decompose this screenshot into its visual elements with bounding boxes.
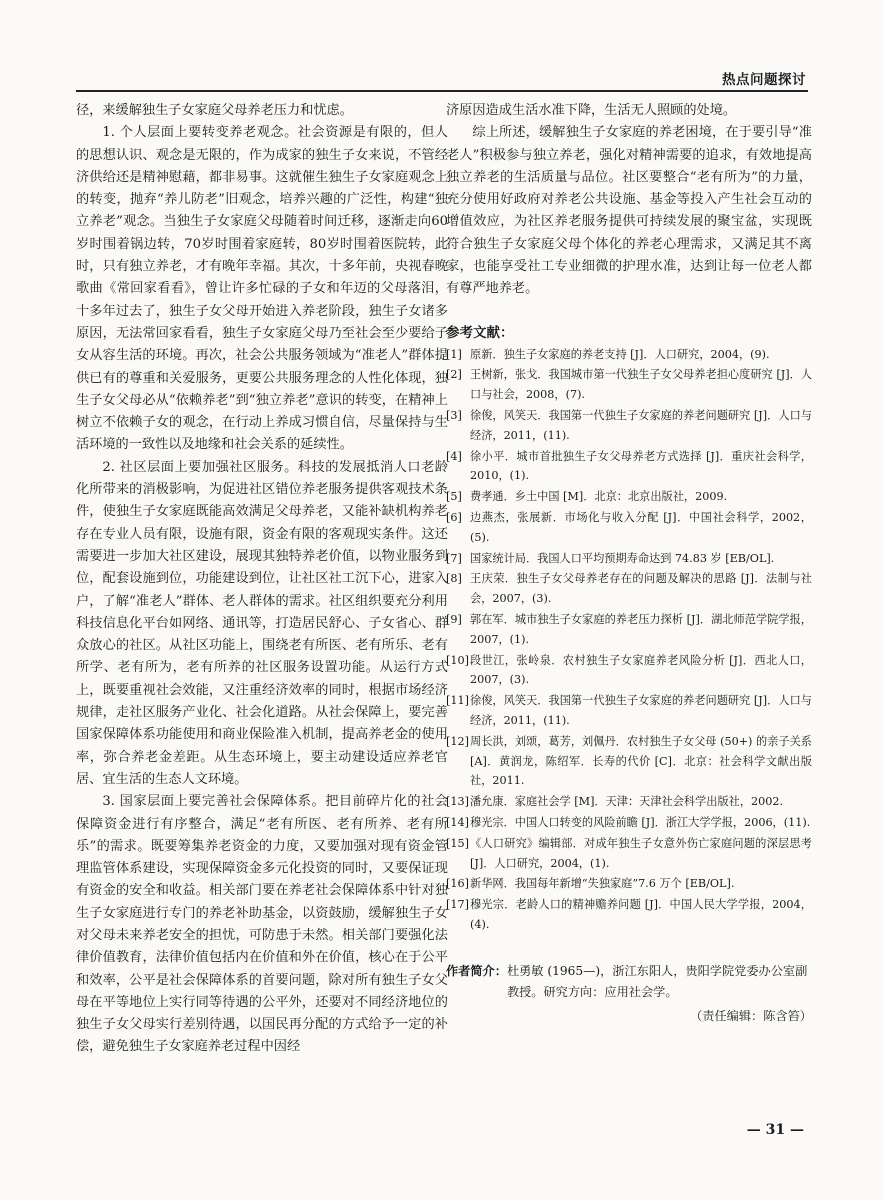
reference-text: 边燕杰，张展新．市场化与收入分配 [J]．中国社会科学，2002，(5). xyxy=(470,511,812,544)
reference-number: [9] xyxy=(446,613,462,627)
author-bio-label: 作者简介： xyxy=(446,963,507,978)
reference-number: [4] xyxy=(446,449,462,463)
reference-item xyxy=(446,406,812,446)
reference-item xyxy=(446,834,812,874)
responsible-editor: （责任编辑：陈含笞） xyxy=(690,1008,812,1023)
reference-text: 周长洪，刘颂，葛芳，刘佩丹．农村独生子女父母 (50+) 的亲子关系 [A]．黄润龙，陈绍军．长寿的代价 [C]．北京：社会科学文献出版社，2011. xyxy=(470,734,812,788)
reference-number: [13] xyxy=(446,795,469,809)
reference-text: 徐小平．城市首批独生子女父母养老方式选择 [J]．重庆社会科学，2010，(1). xyxy=(470,449,812,483)
left-column xyxy=(76,100,448,1059)
reference-text: 新华网．我国每年新增“失独家庭”7.6 万个 [EB/OL]. xyxy=(470,877,735,891)
page-number: — 31 — xyxy=(746,1122,804,1138)
reference-text: 《人口研究》编辑部．对成年独生子女意外伤亡家庭问题的深层思考 [J]．人口研究，2004，(1). xyxy=(470,836,812,870)
reference-text: 王树新，张戈．我国城市第一代独生子女父母养老担心度研究 [J]．人口与社会，2008，(7). xyxy=(470,368,812,402)
reference-number: [17] xyxy=(446,898,469,912)
reference-number: [10] xyxy=(446,653,469,667)
reference-text: 郭在军．城市独生子女家庭的养老压力探析 [J]．湖北师范学院学报，2007，(1). xyxy=(470,613,812,646)
reference-number: [8] xyxy=(446,572,462,586)
body-paragraph: 济原因造成生活水准下降，生活无人照顾的处境。 xyxy=(446,103,737,118)
reference-item xyxy=(446,569,812,609)
right-column xyxy=(446,100,812,1024)
body-paragraph: 综上所述，缓解独生子女家庭的养老困境，在于要引导“准老人”积极参与独立养老，强化对精神需要的追求，有效地提高独立养老的生活质量与品位。社区要整合“老有所为”的力量，充分使用好政府对养老公共设施、基金等投入产生社会互动的增值效应，为社区养老服务提供可持续发展的聚宝盆，实现既符合独生子女家庭父母个体化的养老心理需求，又满足其不离家，也能享受社工专业细微的护理水准，达到让每一位老人都有尊严地养老。 xyxy=(446,125,812,297)
reference-item xyxy=(446,895,812,935)
body-paragraph: 3. 国家层面上要完善社会保障体系。把目前碎片化的社会保障资金进行有序整合，满足“老有所医、老有所养、老有所乐”的需求。既要筹集养老资金的力度，又要加强对现有资金管理监管体系建设，实现保障资金多元化投资的同时，又要保证现有资金的安全和收益。相关部门要在养老社会保障体系中针对独生子女家庭进行专门的养老补助基金，以资鼓励，缓解独生子女对父母未来养老安全的担忧，可防患于未然。相关部门要强化法律价值教育，法律价值包括内在价值和外在价值，核心在于公平和效率，公平是社会保障体系的首要问题，除对所有独生子女父母在平等地位上实行同等待遇的公平外，还要对不同经济地位的独生子女父母实行差别待遇，以国民再分配的方式给予一定的补偿，避免独生子女家庭养老过程中因经 xyxy=(76,794,448,1055)
reference-text: 王庆荣．独生子女父母养老存在的问题及解决的思路 [J]．法制与社会，2007，(3). xyxy=(470,572,812,606)
reference-item xyxy=(446,792,812,812)
reference-text: 原新．独生子女家庭的养老支持 [J]．人口研究，2004，(9). xyxy=(470,347,770,361)
reference-text: 潘允康．家庭社会学 [M]．天津：天津社会科学出版社，2002. xyxy=(470,795,784,809)
reference-number: [15] xyxy=(446,836,469,850)
reference-text: 费孝通．乡土中国 [M]．北京：北京出版社，2009. xyxy=(470,490,728,504)
reference-number: [16] xyxy=(446,877,469,891)
reference-item xyxy=(446,447,812,487)
reference-item xyxy=(446,610,812,650)
body-paragraph: 径，来缓解独生子女家庭父母养老压力和忧虑。 xyxy=(76,103,353,118)
references-heading: 参考文献： xyxy=(446,324,514,341)
reference-number: [1] xyxy=(446,347,462,361)
references-list xyxy=(446,345,812,935)
reference-item xyxy=(446,365,812,405)
reference-text: 国家统计局．我国人口平均预期寿命达到 74.83 岁 [EB/OL]. xyxy=(470,551,775,565)
reference-number: [14] xyxy=(446,816,469,829)
body-paragraph: 2. 社区层面上要加强社区服务。科技的发展抵消人口老龄化所带来的消极影响，为促进社区错位养老服务提供客观技术条件，使独生子女家庭既能高效满足父母养老，又能补缺机构养老存在专业人员有限，设施有限，资金有限的客观现实条件。这还需要进一步加大社区建设，展现其独特养老价值，以物业服务到位，配套设施到位，功能建设到位，让社区社工沉下心，进家入户，了解“准老人”群体、老人群体的需求。社区组织要充分利用科技信息化平台如网络、通讯等，打造居民舒心、子女省心、群众放心的社区。从社区功能上，围绕老有所医、老有所乐、老有所学、老有所为，老有所养的社区服务设置功能。从运行方式上，既要重视社会效能，又注重经济效率的同时，根据市场经济规律，走社区服务产业化、社会化道路。从社会保障上，要完善国家保障体系功能使用和商业保险准入机制，提高养老金的使用率，弥合养老金差距。从生态环境上，要主动建设适应养老官居、宜生活的生态人文环境。 xyxy=(76,459,448,787)
reference-item xyxy=(446,732,812,791)
reference-item xyxy=(446,691,812,731)
reference-text: 段世江，张岭泉．农村独生子女家庭养老风险分析 [J]．西北人口，2007，(3). xyxy=(470,653,812,687)
reference-item xyxy=(446,487,812,507)
reference-number: [6] xyxy=(446,511,462,525)
body-paragraph: 1. 个人层面上要转变养老观念。社会资源是有限的，但人的思想认识、观念是无限的，作为成家的独生子女来说，不管经济供给还是精神慰藉，都非易事。这就催生独生子女家庭观念上的转变，抛弃“养儿防老”旧观念，培养兴趣的广泛性，构建“独立养老”观念。当独生子女家庭父母随着时间迁移，逐渐走向60岁时围着锅边转，70岁时围着家庭转，80岁时围着医院转，此时，只有独立养老，才有晚年幸福。其次，十多年前，央视春晚歌曲《常回家看看》，曾让许多忙碌的子女和年迈的父母落泪，十多年过去了，独生子女父母开始进入养老阶段，独生子女诸多原因，无法常回家看看，独生子女家庭父母乃至社会至少要给子女从容生活的环境。再次，社会公共服务领域为“准老人”群体提供已有的尊重和关爱服务，更要公共服务理念的人性化体现，独生子女父母必从“依赖养老”到“独立养老”意识的转变，在精神上树立不依赖子女的观念，在行动上养成习惯自信，尽量保持与生活环境的一致性以及地缘和社会关系的延续性。 xyxy=(76,125,448,453)
reference-item xyxy=(446,345,812,365)
reference-item xyxy=(446,651,812,691)
reference-text: 穆光宗．老龄人口的精神赡养问题 [J]．中国人民大学学报，2004，(4). xyxy=(470,898,812,931)
reference-text: 徐俊，风笑天．我国第一代独生子女家庭的养老问题研究 [J]．人口与经济，2011，(11). xyxy=(470,409,812,442)
author-bio-text: 杜勇敏 (1965—)，浙江东阳人，贵阳学院党委办公室副教授。研究方向：应用社会学。 xyxy=(506,963,808,999)
reference-item xyxy=(446,549,812,569)
author-bio xyxy=(446,961,812,1003)
reference-number: [7] xyxy=(446,551,462,565)
reference-text: 穆光宗．中国人口转变的风险前瞻 [J]．浙江大学学报，2006，(11). xyxy=(470,816,811,829)
reference-number: [2] xyxy=(446,368,462,382)
reference-item xyxy=(446,874,812,894)
running-header-title: 热点问题探讨 xyxy=(722,72,806,88)
reference-item xyxy=(446,813,812,833)
reference-number: [5] xyxy=(446,490,462,504)
reference-number: [3] xyxy=(446,409,462,423)
reference-number: [12] xyxy=(446,734,469,748)
reference-number: [11] xyxy=(446,694,469,708)
reference-text: 徐俊，风笑天．我国第一代独生子女家庭的养老问题研究 [J]．人口与经济，2011，(11). xyxy=(470,694,812,728)
reference-item xyxy=(446,508,812,548)
header-rule xyxy=(76,90,808,92)
